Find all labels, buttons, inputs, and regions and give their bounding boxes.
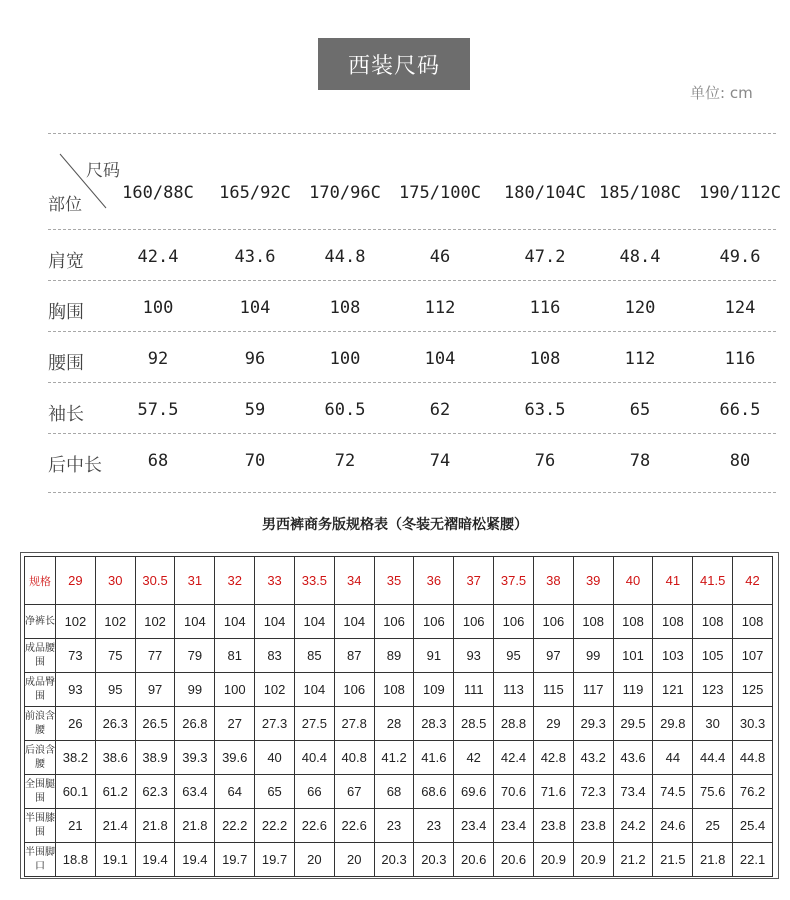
divider	[48, 133, 776, 134]
table-cell: 108	[374, 673, 414, 707]
row-label: 全围腿围	[25, 775, 56, 809]
table-cell: 47.2	[524, 247, 566, 267]
size-header: 37	[454, 557, 494, 605]
size-header: 160/88C	[122, 183, 194, 203]
table-cell: 38.2	[56, 741, 96, 775]
size-header: 33.5	[294, 557, 334, 605]
table-cell: 76.2	[733, 775, 773, 809]
table-cell: 59	[244, 400, 266, 420]
table-cell: 112	[424, 298, 456, 318]
table-cell: 67	[334, 775, 374, 809]
table-cell: 63.4	[175, 775, 215, 809]
table-cell: 116	[529, 298, 561, 318]
unit-label: 单位: cm	[690, 84, 753, 102]
table-cell: 108	[329, 298, 361, 318]
table-cell: 21.8	[693, 843, 733, 877]
table-cell: 20.6	[454, 843, 494, 877]
table-cell: 19.4	[135, 843, 175, 877]
table-cell: 106	[334, 673, 374, 707]
table-cell: 21.2	[613, 843, 653, 877]
table-cell: 23.8	[533, 809, 573, 843]
table-cell: 28.5	[454, 707, 494, 741]
table-cell: 124	[724, 298, 756, 318]
table-cell: 108	[573, 605, 613, 639]
table-cell: 68.6	[414, 775, 454, 809]
table-cell: 76	[534, 451, 556, 471]
table-cell: 106	[533, 605, 573, 639]
table-cell: 79	[175, 639, 215, 673]
table-cell: 23	[414, 809, 454, 843]
table-cell: 108	[693, 605, 733, 639]
table-cell: 23.8	[573, 809, 613, 843]
row-label: 后中长	[48, 455, 102, 476]
size-header: 34	[334, 557, 374, 605]
table-cell: 108	[613, 605, 653, 639]
table-row	[25, 775, 773, 809]
table-cell: 81	[215, 639, 255, 673]
table-cell: 19.7	[255, 843, 295, 877]
table-cell: 100	[142, 298, 174, 318]
table-cell: 97	[533, 639, 573, 673]
table-cell: 108	[733, 605, 773, 639]
table-cell: 19.4	[175, 843, 215, 877]
table-cell: 21.4	[95, 809, 135, 843]
table-cell: 75	[95, 639, 135, 673]
table-cell: 95	[494, 639, 534, 673]
size-header: 185/108C	[599, 183, 681, 203]
size-header: 37.5	[494, 557, 534, 605]
table-cell: 119	[613, 673, 653, 707]
table-cell: 29.8	[653, 707, 693, 741]
table-cell: 24.2	[613, 809, 653, 843]
table-cell: 100	[329, 349, 361, 369]
table-cell: 19.7	[215, 843, 255, 877]
table-cell: 18.8	[56, 843, 96, 877]
table-cell: 104	[255, 605, 295, 639]
row-label: 袖长	[48, 404, 84, 425]
table-cell: 48.4	[619, 247, 661, 267]
row-label: 前浪含腰	[25, 707, 56, 741]
table-cell: 20.9	[573, 843, 613, 877]
table-cell: 60.5	[324, 400, 366, 420]
table-cell: 22.6	[334, 809, 374, 843]
table-cell: 70	[244, 451, 266, 471]
table-cell: 74.5	[653, 775, 693, 809]
table-cell: 42.4	[137, 247, 179, 267]
size-header: 41.5	[693, 557, 733, 605]
row-label: 肩宽	[48, 251, 84, 272]
table-cell: 44.4	[693, 741, 733, 775]
table-cell: 89	[374, 639, 414, 673]
table-cell: 57.5	[137, 400, 179, 420]
header-label: 规格	[25, 557, 56, 605]
table-cell: 102	[135, 605, 175, 639]
table-cell: 26	[56, 707, 96, 741]
divider	[48, 492, 776, 493]
table-cell: 21	[56, 809, 96, 843]
table-cell: 80	[729, 451, 751, 471]
table-cell: 102	[255, 673, 295, 707]
table-row	[25, 673, 773, 707]
table-cell: 121	[653, 673, 693, 707]
table-cell: 93	[454, 639, 494, 673]
table-row	[25, 605, 773, 639]
table-cell: 112	[624, 349, 656, 369]
table-cell: 22.2	[215, 809, 255, 843]
size-header: 175/100C	[399, 183, 481, 203]
size-header: 38	[533, 557, 573, 605]
table-cell: 111	[454, 673, 494, 707]
table-cell: 104	[175, 605, 215, 639]
size-header: 30	[95, 557, 135, 605]
table-cell: 40.8	[334, 741, 374, 775]
table-cell: 69.6	[454, 775, 494, 809]
table-cell: 104	[424, 349, 456, 369]
table-cell: 100	[215, 673, 255, 707]
table-cell: 123	[693, 673, 733, 707]
divider	[48, 382, 776, 383]
table-row	[25, 843, 773, 877]
table-cell: 39.3	[175, 741, 215, 775]
table-cell: 65	[255, 775, 295, 809]
table-row	[25, 707, 773, 741]
table-cell: 40	[255, 741, 295, 775]
size-header: 180/104C	[504, 183, 586, 203]
table-cell: 44.8	[733, 741, 773, 775]
table-cell: 23.4	[494, 809, 534, 843]
table-corner-header	[48, 148, 124, 214]
page-title: 西装尺码	[318, 38, 470, 90]
table-cell: 92	[147, 349, 169, 369]
table-cell: 61.2	[95, 775, 135, 809]
table-cell: 24.6	[653, 809, 693, 843]
table-cell: 72	[334, 451, 356, 471]
table-cell: 28.8	[494, 707, 534, 741]
table-cell: 20.6	[494, 843, 534, 877]
table-cell: 60.1	[56, 775, 96, 809]
table-cell: 38.6	[95, 741, 135, 775]
size-header: 40	[613, 557, 653, 605]
table-cell: 104	[294, 605, 334, 639]
table-cell: 105	[693, 639, 733, 673]
table-cell: 103	[653, 639, 693, 673]
divider	[48, 229, 776, 230]
size-header: 165/92C	[219, 183, 291, 203]
table-cell: 29.3	[573, 707, 613, 741]
table-cell: 106	[374, 605, 414, 639]
table-cell: 66	[294, 775, 334, 809]
row-label: 净裤长	[25, 605, 56, 639]
table-cell: 43.6	[613, 741, 653, 775]
table-cell: 26.3	[95, 707, 135, 741]
row-label: 成品臀围	[25, 673, 56, 707]
table-cell: 73	[56, 639, 96, 673]
table-cell: 108	[529, 349, 561, 369]
row-label: 后浪含腰	[25, 741, 56, 775]
table-cell: 102	[56, 605, 96, 639]
table-cell: 106	[414, 605, 454, 639]
table-cell: 74	[429, 451, 451, 471]
table-cell: 23.4	[454, 809, 494, 843]
table-cell: 23	[374, 809, 414, 843]
table-header-row	[25, 557, 773, 605]
pants-table-title: 男西裤商务版规格表（冬装无褶暗松紧腰）	[262, 517, 528, 533]
table-cell: 68	[374, 775, 414, 809]
table-cell: 106	[494, 605, 534, 639]
table-cell: 104	[334, 605, 374, 639]
size-header: 33	[255, 557, 295, 605]
table-cell: 73.4	[613, 775, 653, 809]
table-cell: 20	[334, 843, 374, 877]
table-cell: 27	[215, 707, 255, 741]
size-header: 36	[414, 557, 454, 605]
table-cell: 38.9	[135, 741, 175, 775]
table-cell: 77	[135, 639, 175, 673]
table-cell: 21.5	[653, 843, 693, 877]
table-cell: 83	[255, 639, 295, 673]
table-cell: 93	[56, 673, 96, 707]
table-cell: 96	[244, 349, 266, 369]
table-cell: 78	[629, 451, 651, 471]
table-cell: 42.4	[494, 741, 534, 775]
row-label: 腰围	[48, 353, 84, 374]
table-cell: 101	[613, 639, 653, 673]
table-cell: 104	[215, 605, 255, 639]
table-cell: 62	[429, 400, 451, 420]
table-cell: 108	[653, 605, 693, 639]
table-cell: 21.8	[135, 809, 175, 843]
table-cell: 91	[414, 639, 454, 673]
table-cell: 20.3	[374, 843, 414, 877]
corner-size-label: 尺码	[86, 161, 120, 181]
size-header: 170/96C	[309, 183, 381, 203]
table-cell: 22.1	[733, 843, 773, 877]
table-cell: 30.3	[733, 707, 773, 741]
table-cell: 27.8	[334, 707, 374, 741]
table-cell: 46	[429, 247, 451, 267]
table-cell: 20.3	[414, 843, 454, 877]
table-cell: 120	[624, 298, 656, 318]
table-cell: 29	[533, 707, 573, 741]
table-cell: 39.6	[215, 741, 255, 775]
size-header: 35	[374, 557, 414, 605]
table-cell: 75.6	[693, 775, 733, 809]
table-cell: 125	[733, 673, 773, 707]
table-cell: 49.6	[719, 247, 761, 267]
divider	[48, 331, 776, 332]
table-cell: 116	[724, 349, 756, 369]
table-row	[25, 741, 773, 775]
divider	[48, 280, 776, 281]
table-cell: 99	[573, 639, 613, 673]
table-cell: 25	[693, 809, 733, 843]
size-header: 190/112C	[699, 183, 781, 203]
table-cell: 85	[294, 639, 334, 673]
row-label: 半围脚口	[25, 843, 56, 877]
size-header: 31	[175, 557, 215, 605]
size-header: 41	[653, 557, 693, 605]
table-cell: 44	[653, 741, 693, 775]
table-cell: 43.6	[234, 247, 276, 267]
table-cell: 43.2	[573, 741, 613, 775]
table-cell: 117	[573, 673, 613, 707]
table-cell: 28.3	[414, 707, 454, 741]
table-cell: 22.6	[294, 809, 334, 843]
size-header: 42	[733, 557, 773, 605]
row-label: 成品腰围	[25, 639, 56, 673]
size-header: 39	[573, 557, 613, 605]
table-cell: 113	[494, 673, 534, 707]
table-cell: 19.1	[95, 843, 135, 877]
table-cell: 62.3	[135, 775, 175, 809]
table-cell: 27.3	[255, 707, 295, 741]
size-header: 29	[56, 557, 96, 605]
table-cell: 26.8	[175, 707, 215, 741]
table-cell: 104	[239, 298, 271, 318]
table-cell: 107	[733, 639, 773, 673]
table-cell: 68	[147, 451, 169, 471]
table-cell: 30	[693, 707, 733, 741]
table-cell: 102	[95, 605, 135, 639]
table-cell: 71.6	[533, 775, 573, 809]
table-cell: 25.4	[733, 809, 773, 843]
table-cell: 41.6	[414, 741, 454, 775]
table-cell: 66.5	[719, 400, 761, 420]
table-cell: 99	[175, 673, 215, 707]
table-cell: 97	[135, 673, 175, 707]
table-cell: 115	[533, 673, 573, 707]
table-cell: 95	[95, 673, 135, 707]
table-cell: 41.2	[374, 741, 414, 775]
table-cell: 72.3	[573, 775, 613, 809]
table-cell: 104	[294, 673, 334, 707]
table-cell: 20	[294, 843, 334, 877]
table-cell: 106	[454, 605, 494, 639]
table-cell: 29.5	[613, 707, 653, 741]
table-cell: 70.6	[494, 775, 534, 809]
size-header: 30.5	[135, 557, 175, 605]
row-label: 半围膝围	[25, 809, 56, 843]
table-row	[25, 809, 773, 843]
table-cell: 63.5	[524, 400, 566, 420]
table-cell: 40.4	[294, 741, 334, 775]
table-cell: 28	[374, 707, 414, 741]
table-cell: 20.9	[533, 843, 573, 877]
table-cell: 109	[414, 673, 454, 707]
divider	[48, 433, 776, 434]
table-cell: 65	[629, 400, 651, 420]
table-cell: 87	[334, 639, 374, 673]
table-cell: 27.5	[294, 707, 334, 741]
table-cell: 42	[454, 741, 494, 775]
table-cell: 44.8	[324, 247, 366, 267]
table-cell: 22.2	[255, 809, 295, 843]
pants-size-table	[24, 556, 773, 877]
table-cell: 21.8	[175, 809, 215, 843]
table-cell: 42.8	[533, 741, 573, 775]
corner-part-label: 部位	[48, 195, 82, 215]
size-header: 32	[215, 557, 255, 605]
table-cell: 64	[215, 775, 255, 809]
row-label: 胸围	[48, 302, 84, 323]
table-row	[25, 639, 773, 673]
table-cell: 26.5	[135, 707, 175, 741]
